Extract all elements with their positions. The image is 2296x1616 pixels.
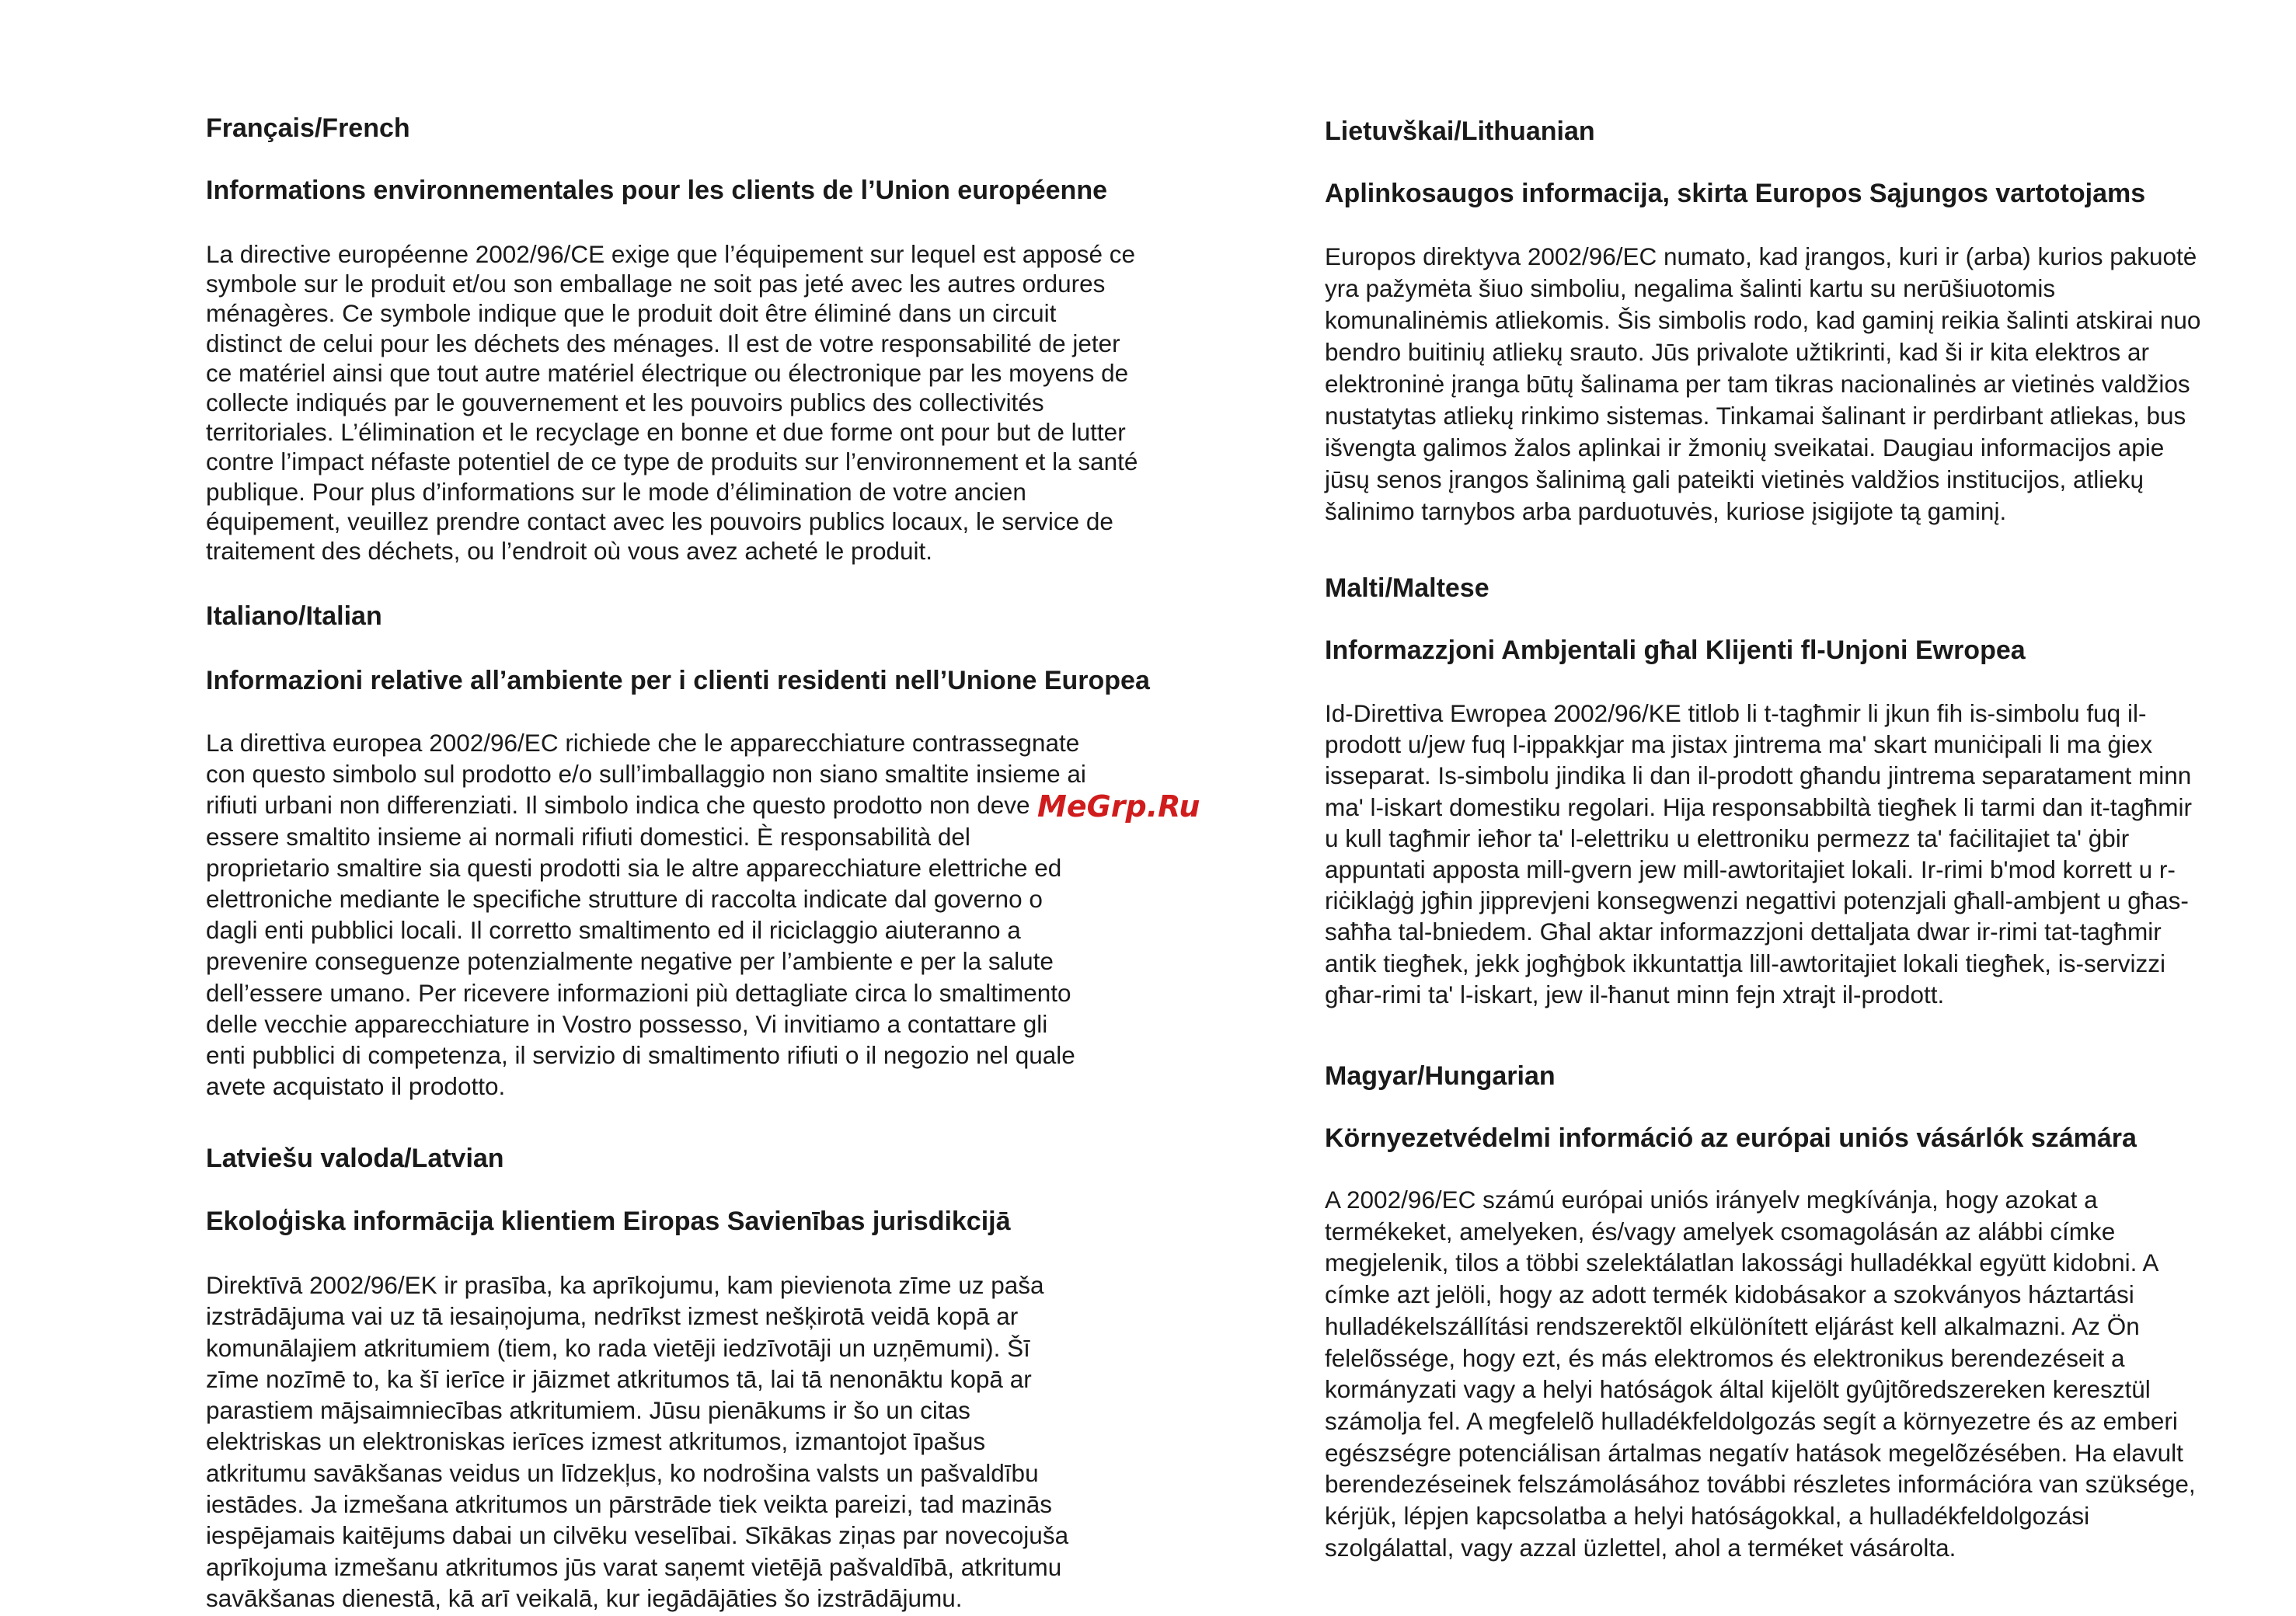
italian-line: La direttiva europea 2002/96/EC richiede che le apparecchiature contrassegnate [206,729,1080,757]
lithuanian-heading: Aplinkosaugos informacija, skirta Europos Sąjungos vartotojams [1325,179,2146,208]
maltese-line: appuntati apposta mill-gvern jew mill-awtoritajiet lokali. Ir-rimi b'mod korrett u r- [1325,855,2176,884]
lithuanian-line: išvengta galimos žalos aplinkai ir žmonių sveikatai. Daugiau informacijos apie [1325,434,2165,461]
latvian-line: aprīkojuma izmešanu atkritumos jūs varat saņemt vietējā pašvaldībā, atkritumu [206,1552,1062,1581]
french-line: ménagères. Ce symbole indique que le produit doit être éliminé dans un circuit [206,299,1057,328]
hungarian-language-label: Magyar/Hungarian [1325,1061,1556,1091]
maltese-line: antik tiegħek, jekk jogħġbok ikkuntattja lill-awtoritajiet lokali tiegħek, is-servizzi [1325,949,2165,977]
french-line: collecte indiqués par le gouvernement et les pouvoirs publics des collectivités [206,388,1044,417]
french-line: territoriales. L’élimination et le recyclage en bonne et due forme ont pour but de lutter [206,418,1126,447]
latvian-line: Direktīvā 2002/96/EK ir prasība, ka aprīkojumu, kam pievienota zīme uz paša [206,1271,1044,1299]
hungarian-line: hulladékelszállítási rendszerektõl elkülönített eljárást kell alkalmazni. Az Ön [1325,1311,2140,1340]
french-line: symbole sur le produit et/ou son emballage ne soit pas jeté avec les autres ordures [206,270,1106,298]
italian-line: con questo simbolo sul prodotto e/o sull’imballaggio non siano smaltite insieme ai [206,760,1086,789]
lithuanian-line: yra pažymėta šiuo simboliu, negalima šalinti kartu su nerūšiuotomis [1325,274,2056,302]
french-heading: Informations environnementales pour les clients de l’Union européenne [206,176,1108,205]
lithuanian-line: bendro buitinių atliekų srauto. Jūs privalote užtikrinti, kad ši ir kita elektros ar [1325,338,2149,366]
italian-line: enti pubblici di competenza, il servizio di smaltimento rifiuti o il negozio nel quale [206,1041,1075,1070]
italian-language-label: Italiano/Italian [206,601,382,631]
lithuanian-line: Europos direktyva 2002/96/EC numato, kad įrangos, kuri ir (arba) kurios pakuotė [1325,242,2197,270]
italian-line: proprietario smaltire sia questi prodotti sia le altre apparecchiature elettriche ed [206,853,1062,882]
maltese-line: Id-Direttiva Ewropea 2002/96/KE titlob li t-tagħmir li jkun fih is-simbolu fuq il- [1325,699,2147,727]
hungarian-paragraph [1325,1184,2196,1563]
maltese-line: ma' l-iskart domestiku regolari. Hija responsabbiltà tiegħek li tarmi dan it-tagħmir [1325,792,2192,821]
lithuanian-line: jūsų senos įrangos šalinimą gali pateikti vietinės valdžios institucijos, atliekų [1325,465,2144,493]
french-line: contre l’impact néfaste potentiel de ce type de produits sur l’environnement et la santé [206,448,1138,476]
french-line: distinct de celui pour les déchets des ménages. Il est de votre responsabilité de jeter [206,329,1120,357]
hungarian-line: szolgálattal, vagy azzal üzlettel, ahol a terméket vásárolta. [1325,1533,1956,1562]
italian-heading: Informazioni relative all’ambiente per i clienti residenti nell’Unione Europea [206,666,1150,695]
latvian-line: izstrādājuma vai uz tā iesaiņojuma, nedrīkst izmest nešķirotā veidā kopā ar [206,1302,1019,1331]
lithuanian-paragraph [1325,241,2200,528]
hungarian-heading: Környezetvédelmi információ az európai uniós vásárlók számára [1325,1123,2137,1153]
latvian-paragraph [206,1269,1068,1614]
maltese-line: riċiklaġġ jgħin jipprevjeni konsegwenzi negattivi potenzjali għall-ambjent u għas- [1325,886,2189,915]
hungarian-line: kormányzati vagy a helyi hatóságok által kijelölt gyûjtõredszereken keresztül [1325,1375,2151,1404]
latvian-line: savākšanas dienestā, kā arī veikalā, kur iegādājāties šo izstrādājumu. [206,1583,963,1612]
french-line: La directive européenne 2002/96/CE exige que l’équipement sur lequel est apposé ce [206,240,1136,268]
french-language-label: Français/French [206,113,410,143]
lithuanian-line: nustatytas atliekų rinkimo sistemas. Tinkamai šalinant ir perdirbant atliekas, bus [1325,402,2186,430]
italian-line: avete acquistato il prodotto. [206,1072,506,1101]
latvian-language-label: Latviešu valoda/Latvian [206,1144,504,1173]
latvian-line: zīme nozīmē to, ka šī ierīce ir jāizmet atkritumos tā, lai tā nenonāktu kopā ar [206,1364,1032,1393]
hungarian-line: számolja fel. A megfelelõ hulladékfeldolgozás segít a környezetre és az emberi [1325,1406,2178,1435]
lithuanian-line: šalinimo tarnybos arba parduotuvės, kuriose įsigijote tą gaminį. [1325,497,2007,525]
latvian-line: iestādes. Ja izmešana atkritumos un pārstrāde tiek veikta pareizi, tad mazinās [206,1490,1053,1519]
maltese-paragraph [1325,698,2192,1010]
lithuanian-line: komunalinėmis atliekomis. Šis simbolis rodo, kad gaminį reikia šalinti atskirai nuo [1325,306,2201,334]
italian-line: dagli enti pubblici locali. Il corretto smaltimento ed il riciclaggio aiuteranno a [206,916,1021,945]
maltese-line: prodott u/jew fuq l-ippakkjar ma jistax jintrema ma' skart muniċipali li ma ġiex [1325,730,2153,759]
hungarian-line: kérjük, lépjen kapcsolatba a helyi hatóságokkal, a hulladékfeldolgozási [1325,1502,2090,1531]
latvian-line: iespējamais kaitējums dabai un cilvēku veselībai. Sīkākas ziņas par novecojuša [206,1521,1069,1550]
maltese-line: isseparat. Is-simbolu jindika li dan il-prodott għandu jintrema separatament minn [1325,761,2192,790]
maltese-line: u kull tagħmir ieħor ta' l-elettriku u elettroniku permezz ta' faċilitajiet ta' ġbir [1325,824,2130,852]
maltese-line: għar-rimi ta' l-iskart, jew il-ħanut minn fejn xtrajt il-prodott. [1325,980,1945,1008]
italian-line: prevenire conseguenze potenzialmente negative per l’ambiente e per la salute [206,947,1054,976]
french-line: publique. Pour plus d’informations sur le mode d’élimination de votre ancien [206,477,1026,506]
french-paragraph [206,239,1138,566]
italian-paragraph [206,727,1086,1102]
italian-line: elettroniche mediante le specifiche strutture di raccolta indicate dal governo o [206,885,1043,914]
latvian-heading: Ekoloģiska informācija klientiem Eiropas Savienības jurisdikcijā [206,1207,1011,1236]
hungarian-line: címke azt jelöli, hogy az adott termék kidobásakor a szokványos háztartási [1325,1280,2134,1309]
french-line: équipement, veuillez prendre contact avec les pouvoirs publics locaux, le service de [206,507,1113,535]
italian-line: dell’essere umano. Per ricevere informazioni più dettagliate circa lo smaltimento [206,978,1071,1007]
hungarian-line: megjelenik, tilos a többi szelektálatlan lakossági hulladékkal együtt kidobni. A [1325,1249,2159,1277]
site-watermark: MeGrp.Ru [1037,789,1200,824]
hungarian-line: termékeket, amelyeken, és/vagy amelyek csomagolásán az alábbi címke [1325,1217,2116,1245]
lithuanian-line: elektroninė įranga būtų šalinama per tam tikras nacionalinės ar vietinės valdžios [1325,370,2190,398]
italian-line: delle vecchie apparecchiature in Vostro possesso, Vi invitiamo a contattare gli [206,1009,1048,1038]
italian-line: rifiuti urbani non differenziati. Il simbolo indica che questo prodotto non deve [206,791,1030,820]
maltese-line: saħħa tal-bniedem. Għal aktar informazzjoni dettaljata dwar ir-rimi tat-tagħmir [1325,918,2162,946]
hungarian-line: A 2002/96/EC számú európai uniós irányelv megkívánja, hogy azokat a [1325,1186,2098,1214]
french-line: traitement des déchets, ou l’endroit où vous avez acheté le produit. [206,537,933,566]
latvian-line: elektriskas un elektroniskas ierīces izmest atkritumos, izmantojot īpašus [206,1427,986,1456]
maltese-heading: Informazzjoni Ambjentali għal Klijenti fl-Unjoni Ewropea [1325,636,2026,665]
latvian-line: komunālajiem atkritumiem (tiem, ko rada vietēji iedzīvotāji un uzņēmumi). Šī [206,1333,1030,1362]
latvian-line: atkritumu savākšanas veidus un līdzekļus, ko nodrošina valsts un pašvaldību [206,1458,1039,1487]
hungarian-line: egészségre potenciálisan ártalmas negatív hatások megelõzésében. Ha elavult [1325,1438,2183,1467]
italian-line: essere smaltito insieme ai normali rifiuti domestici. È responsabilità del [206,822,970,851]
maltese-language-label: Malti/Maltese [1325,573,1489,603]
hungarian-line: felelõssége, hogy ezt, és más elektromos és elektronikus berendezéseit a [1325,1343,2125,1372]
hungarian-line: berendezéseinek felszámolásához további részletes információra van szüksége, [1325,1470,2196,1499]
lithuanian-language-label: Lietuvškai/Lithuanian [1325,117,1595,146]
latvian-line: parastiem mājsaimniecības atkritumiem. Jūsu pienākums ir šo un citas [206,1396,970,1425]
french-line: ce matériel ainsi que tout autre matériel électrique ou électronique par les moyens de [206,358,1129,387]
